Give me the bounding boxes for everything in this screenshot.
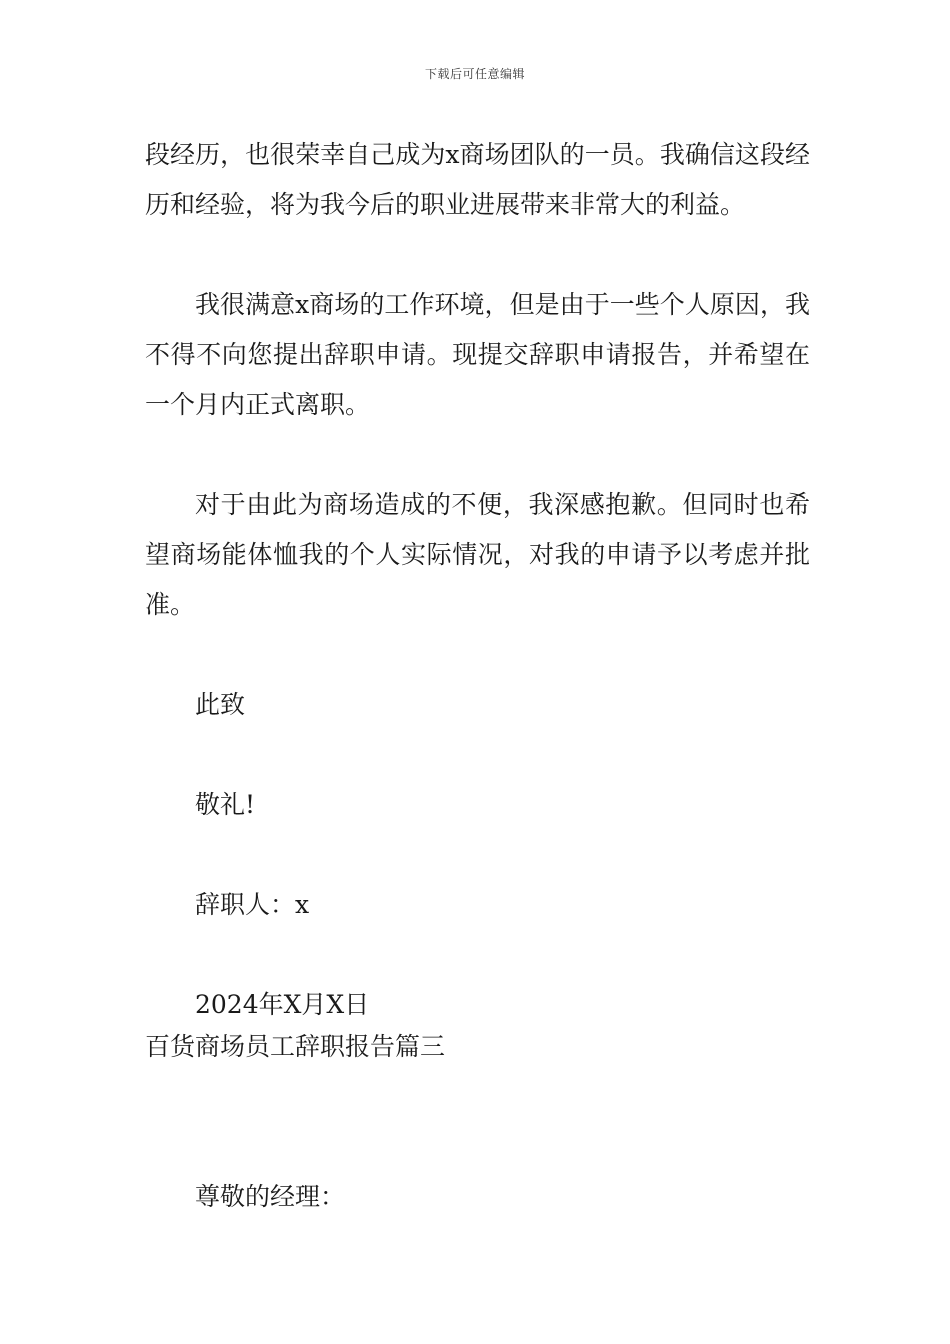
signature-line: 辞职人：x — [195, 890, 310, 919]
salutation: 尊敬的经理： — [195, 1182, 346, 1211]
page-header-note: 下载后可任意编辑 — [424, 67, 525, 81]
closing-salute: 敬礼! — [195, 790, 256, 819]
paragraph-continued: 段经历，也很荣幸自己成为x商场团队的一员。我确信这段经历和经验，将为我今后的职业进展带来非常大的利益。 — [145, 140, 810, 219]
paragraph-resignation-reason: 我很满意x商场的工作环境，但是由于一些个人原因，我不得不向您提出辞职申请。现提交辞职申请报告，并希望在一个月内正式离职。 — [145, 290, 810, 419]
document-body — [145, 130, 810, 1222]
closing-regards: 此致 — [195, 690, 246, 719]
paragraph-apology: 对于由此为商场造成的不便，我深感抱歉。但同时也希望商场能体恤我的个人实际情况，对我的申请予以考虑并批准。 — [145, 490, 810, 619]
section-title: 百货商场员工辞职报告篇三 — [145, 1032, 446, 1061]
date-line: 2024年X月X日 — [195, 990, 370, 1019]
